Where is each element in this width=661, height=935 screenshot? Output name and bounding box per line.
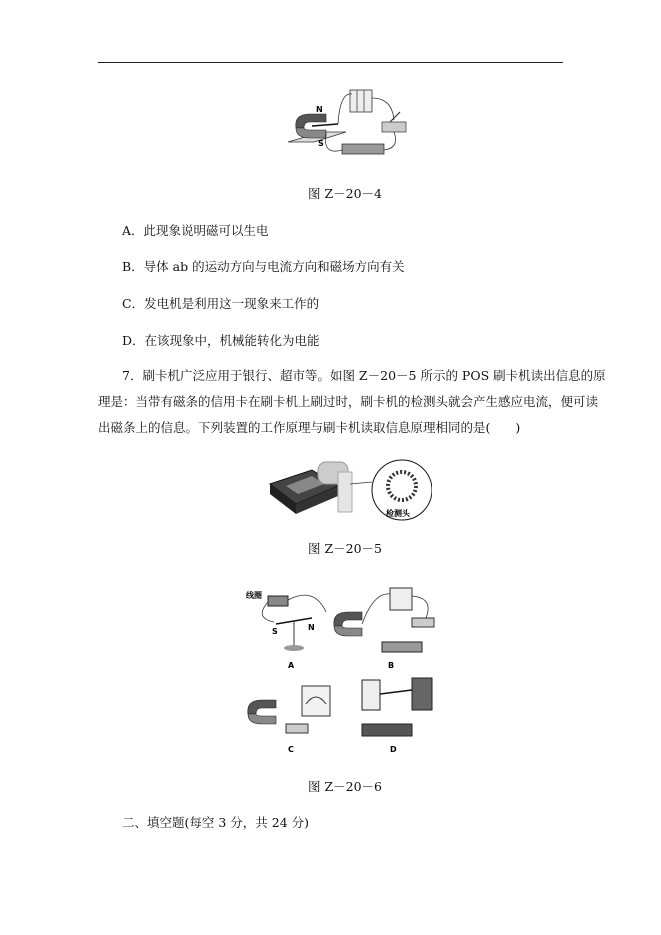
fig6-label-c: C [288, 745, 294, 754]
q7-line1: 7．刷卡机广泛应用于银行、超市等。如图 Z－20－5 所示的 POS 刷卡机读出信息的原 [122, 368, 606, 383]
q7-line3: 出磁条上的信息。下列装置的工作原理与刷卡机读取信息原理相同的是( ) [98, 420, 521, 435]
fig5-caption: 图 Z－20－5 [307, 541, 383, 556]
fig6-label-b: B [388, 661, 395, 670]
section-2-title: 二、填空题(每空 3 分，共 24 分) [122, 815, 310, 830]
figure-z-20-6 [244, 582, 444, 758]
detector-label: 检测头 [386, 509, 410, 518]
fig6-a-s: S [272, 627, 278, 636]
fig6-label-d: D [390, 745, 397, 754]
fig4-label-s: S [318, 139, 324, 148]
option-d: D．在该现象中，机械能转化为电能 [122, 333, 320, 348]
fig6-coil-label: 线圈 [246, 591, 262, 600]
header-rule [98, 62, 563, 63]
question-7 [98, 363, 606, 441]
figure-z-20-5 [262, 458, 432, 526]
option-a: A．此现象说明磁可以生电 [122, 223, 269, 238]
fig6-a-n: N [308, 623, 315, 632]
fig6-caption: 图 Z－20－6 [307, 779, 383, 794]
option-b: B．导体 ab 的运动方向与电流方向和磁场方向有关 [122, 259, 405, 274]
fig6-label-a: A [288, 661, 295, 670]
q7-line2: 理是：当带有磁条的信用卡在刷卡机上刷过时，刷卡机的检测头就会产生感应电流，便可读 [98, 394, 599, 409]
fig4-caption: 图 Z－20－4 [307, 186, 383, 201]
figure-z-20-4 [282, 84, 412, 164]
option-c: C．发电机是利用这一现象来工作的 [122, 296, 320, 311]
fig4-label-n: N [316, 105, 323, 114]
